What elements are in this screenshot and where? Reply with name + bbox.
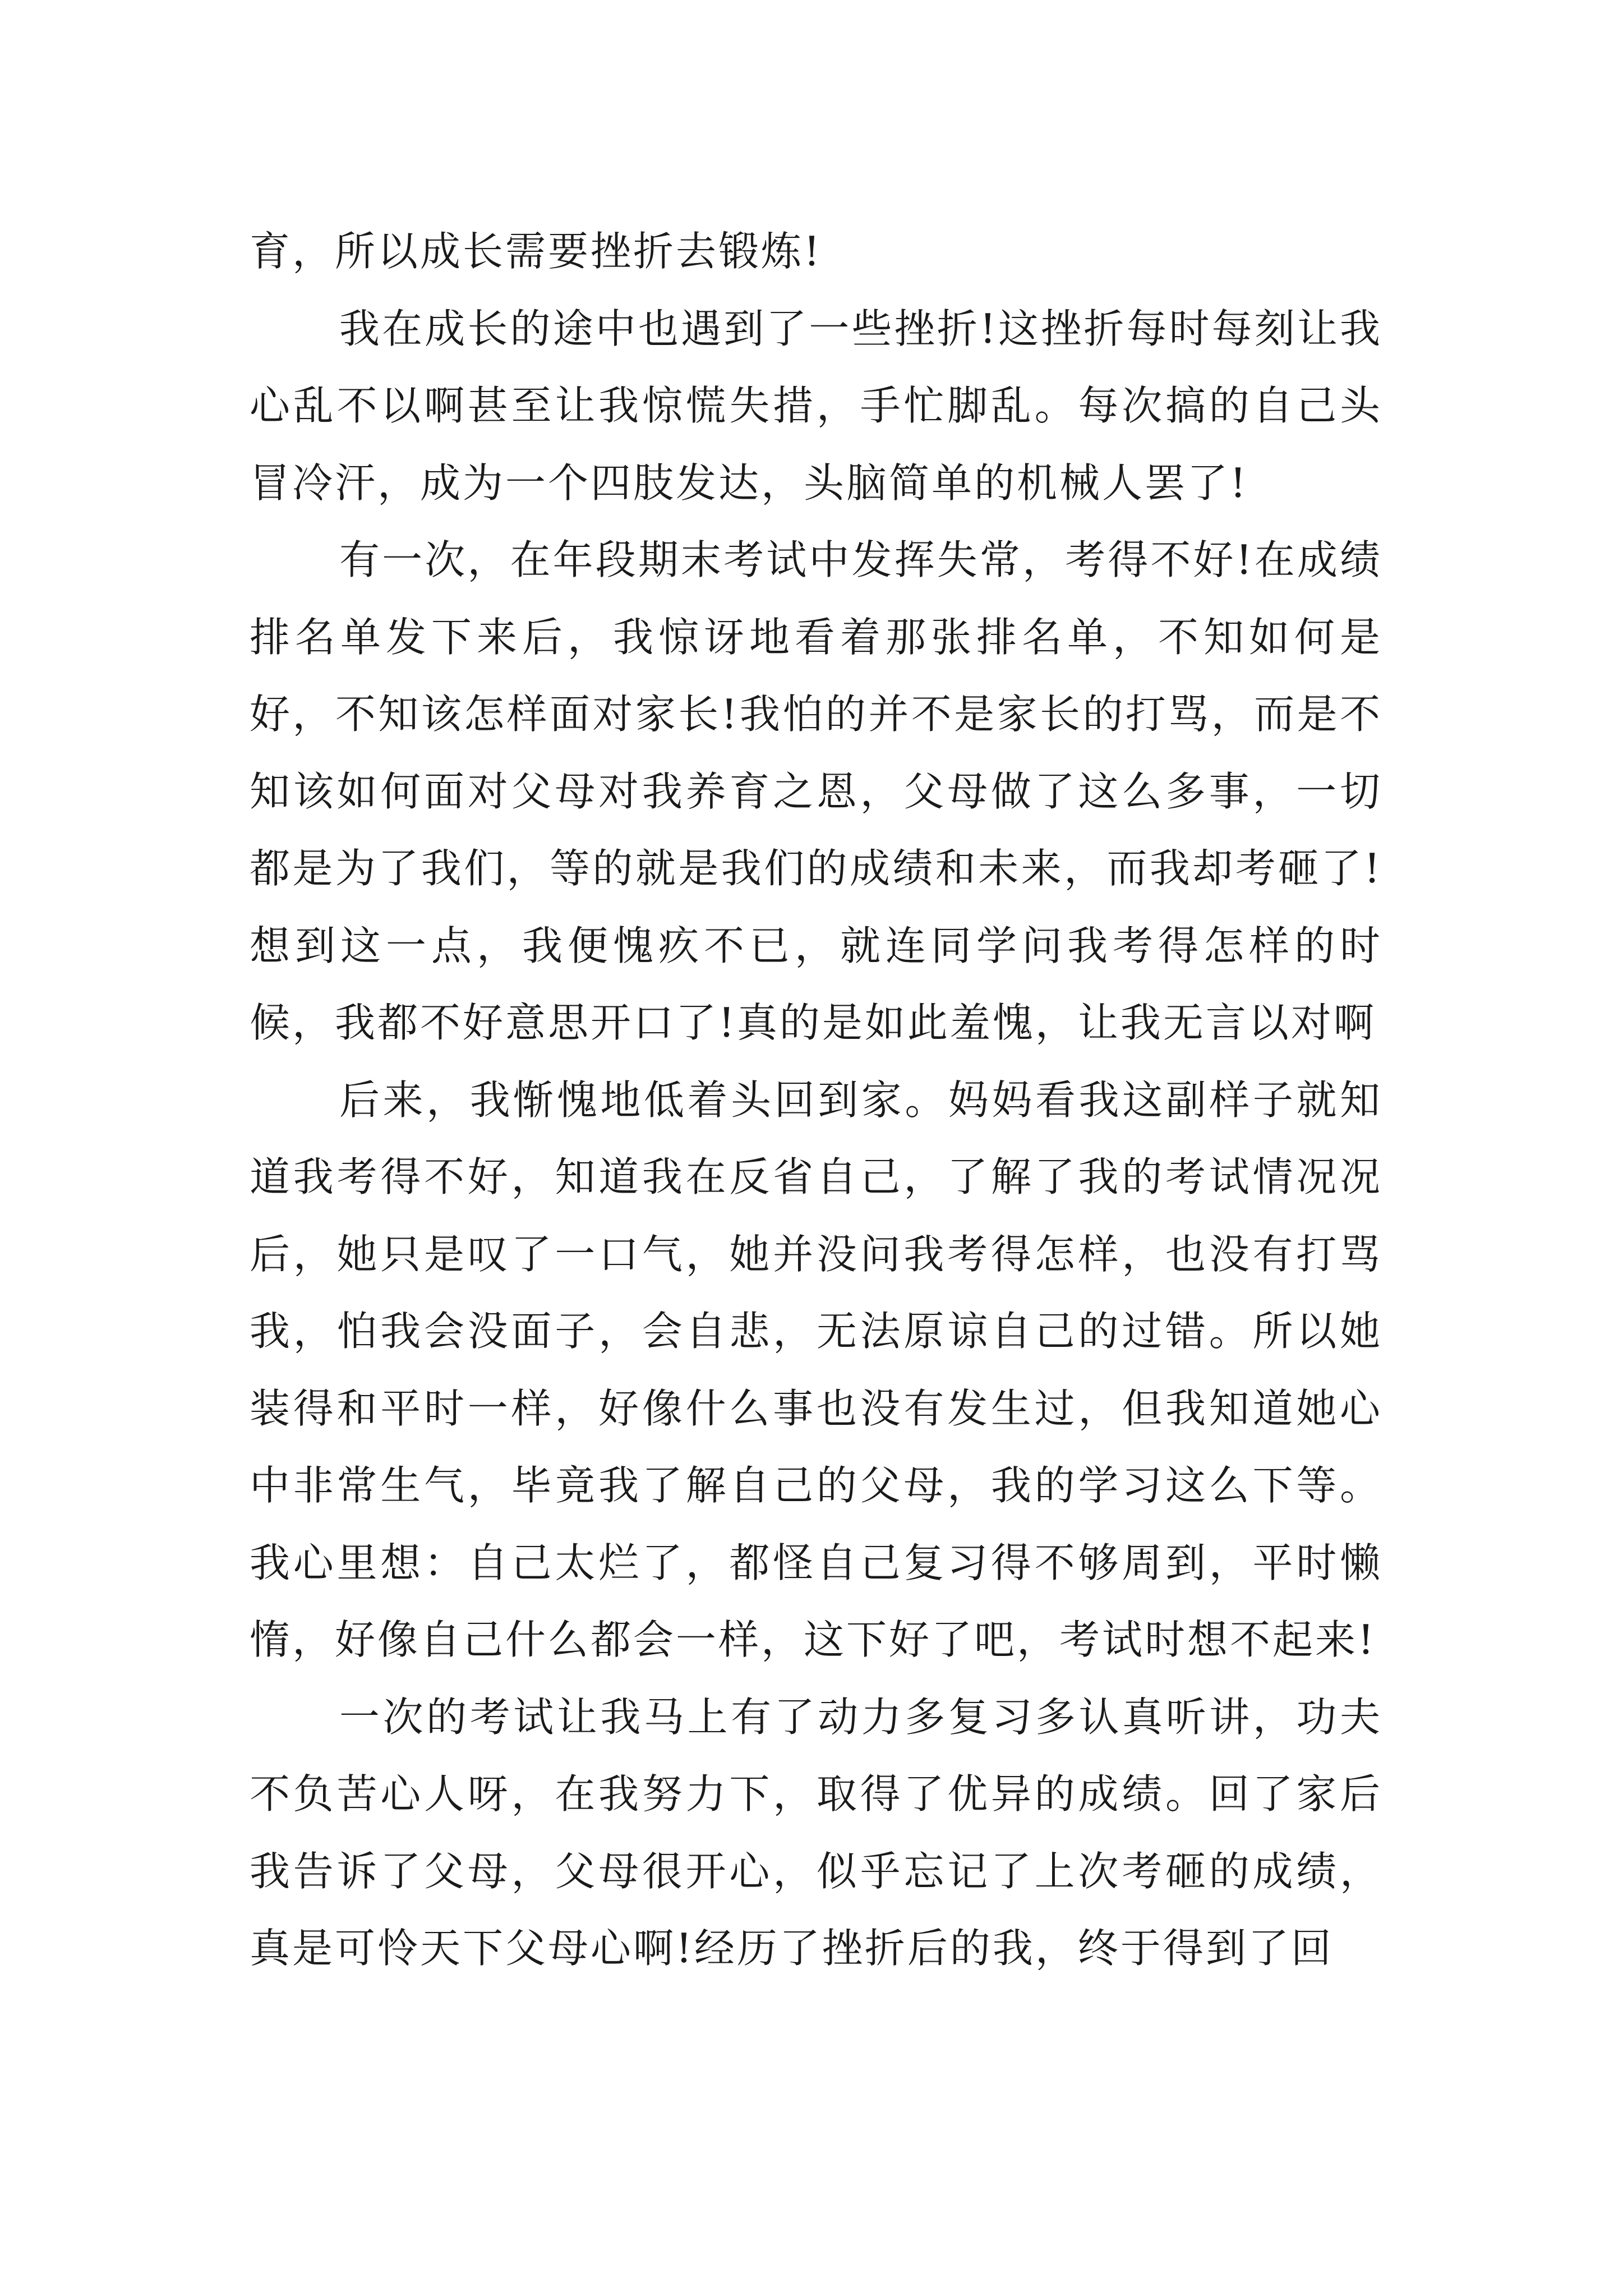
paragraph-continuation: 育，所以成长需要挫折去锻炼! xyxy=(250,228,822,275)
paragraph-exam-failure: 有一次，在年段期末考试中发挥失常，考得不好!在成绩排名单发下来后，我惊讶地看着那张排名单，不知如何是好，不知该怎样面对家长!我怕的并不是家长的打骂，而是不知该如何面对父母对我养育之恩，父母做了这么多事，一切都是为了我们，等的就是我们的成绩和未来，而我却考砸了!想到这一点，我便愧疚不已，就连同学问我考得怎样的时候，我都不好意思开口了!真的是如此羞愧，让我无言以对啊 xyxy=(250,536,1382,1046)
body-text xyxy=(250,213,1382,1987)
paragraph-improvement: 一次的考试让我马上有了动力多复习多认真听讲，功夫不负苦心人呀，在我努力下，取得了优异的成绩。回了家后我告诉了父母，父母很开心，似乎忘记了上次考砸的成绩，真是可怜天下父母心啊!经历了挫折后的我，终于得到了回 xyxy=(250,1693,1382,1972)
paragraph-coming-home: 后来，我惭愧地低着头回到家。妈妈看我这副样子就知道我考得不好，知道我在反省自己，了解了我的考试情况况后，她只是叹了一口气，她并没问我考得怎样，也没有打骂我，怕我会没面子，会自悲，无法原谅自己的过错。所以她装得和平时一样，好像什么事也没有发生过，但我知道她心中非常生气，毕竟我了解自己的父母，我的学习这么下等。我心里想：自己太烂了，都怪自己复习得不够周到，平时懒惰，好像自己什么都会一样，这下好了吧，考试时想不起来! xyxy=(250,1076,1382,1663)
paragraph-setbacks-in-growth: 我在成长的途中也遇到了一些挫折!这挫折每时每刻让我心乱不以啊甚至让我惊慌失措，手忙脚乱。每次搞的自己头冒冷汗，成为一个四肢发达，头脑简单的机械人罢了! xyxy=(250,305,1382,507)
